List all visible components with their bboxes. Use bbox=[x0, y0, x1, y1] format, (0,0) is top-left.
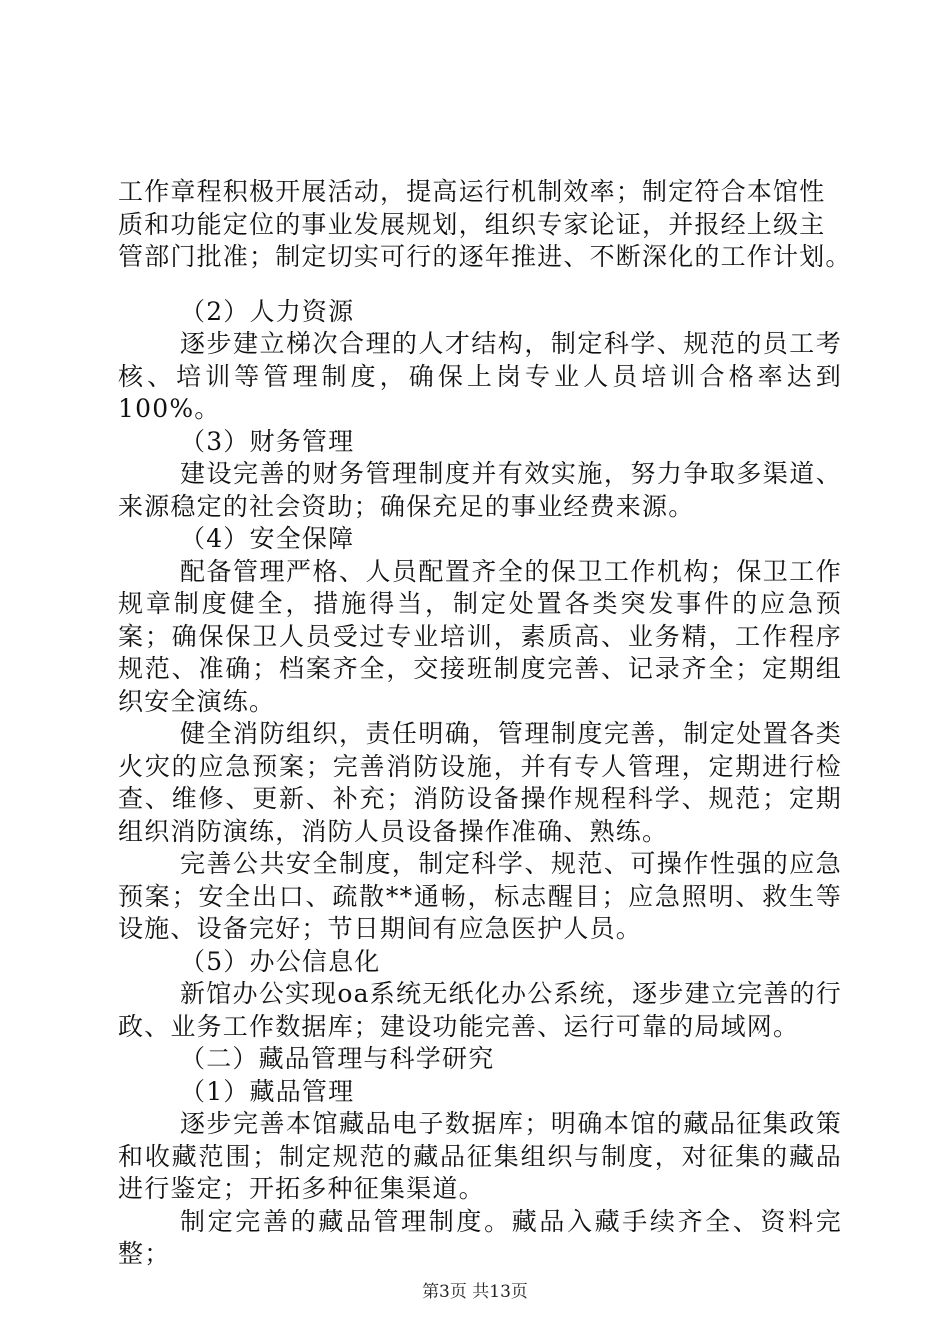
section-heading-human-resources: （2）人力资源 bbox=[180, 296, 355, 326]
intro-line-3: 管部门批准；制定切实可行的逐年推进、不断深化的工作计划。 bbox=[118, 242, 852, 271]
intro-line-2: 质和功能定位的事业发展规划，组织专家论证，并报经上级主 bbox=[118, 209, 826, 239]
paragraph-collection-rules: 制定完善的藏品管理制度。藏品入藏手续齐全、资料完整； bbox=[118, 1206, 842, 1268]
section-heading-security: （4）安全保障 bbox=[180, 524, 355, 553]
section-heading-collection-management: （1）藏品管理 bbox=[180, 1076, 355, 1106]
paragraph-finance: 建设完善的财务管理制度并有效实施，努力争取多渠道、来源稳定的社会资助；确保充足的事业经费来源。 bbox=[118, 459, 842, 521]
paragraph-office-it: 新馆办公实现oa系统无纸化办公系统，逐步建立完善的行政、业务工作数据库；建设功能完善、运行可靠的局域网。 bbox=[118, 979, 842, 1041]
paragraph-collection-database: 逐步完善本馆藏品电子数据库；明确本馆的藏品征集政策和收藏范围；制定规范的藏品征集组织与制度，对征集的藏品进行鉴定；开拓多种征集渠道。 bbox=[118, 1109, 842, 1203]
section-heading-office-it: （5）办公信息化 bbox=[180, 946, 381, 976]
section-heading-finance: （3）财务管理 bbox=[180, 426, 355, 456]
paragraph-human-resources: 逐步建立梯次合理的人才结构，制定科学、规范的员工考核、培训等管理制度，确保上岗专业人员培训合格率达到100%。 bbox=[118, 329, 842, 423]
intro-line-1: 工作章程积极开展活动，提高运行机制效率；制定符合本馆性 bbox=[118, 177, 826, 206]
document-body bbox=[118, 176, 852, 1271]
section-heading-collection-research: （二）藏品管理与科学研究 bbox=[180, 1044, 495, 1073]
paragraph-security-guard: 配备管理严格、人员配置齐全的保卫工作机构；保卫工作规章制度健全，措施得当，制定处置各类突发事件的应急预案；确保保卫人员受过专业培训，素质高、业务精，工作程序规范、准确；档案齐全，交接班制度完善、记录齐全；定期组织安全演练。 bbox=[118, 556, 842, 716]
paragraph-fire-safety: 健全消防组织，责任明确，管理制度完善，制定处置各类火灾的应急预案；完善消防设施，并有专人管理，定期进行检查、维修、更新、补充；消防设备操作规程科学、规范；定期组织消防演练，消防人员设备操作准确、熟练。 bbox=[118, 719, 842, 846]
paragraph-public-safety: 完善公共安全制度，制定科学、规范、可操作性强的应急预案；安全出口、疏散**通畅，标志醒目；应急照明、救生等设施、设备完好；节日期间有应急医护人员。 bbox=[118, 849, 842, 943]
section-gap bbox=[118, 274, 842, 296]
page-number-footer: 第3页 共13页 bbox=[422, 1282, 528, 1302]
